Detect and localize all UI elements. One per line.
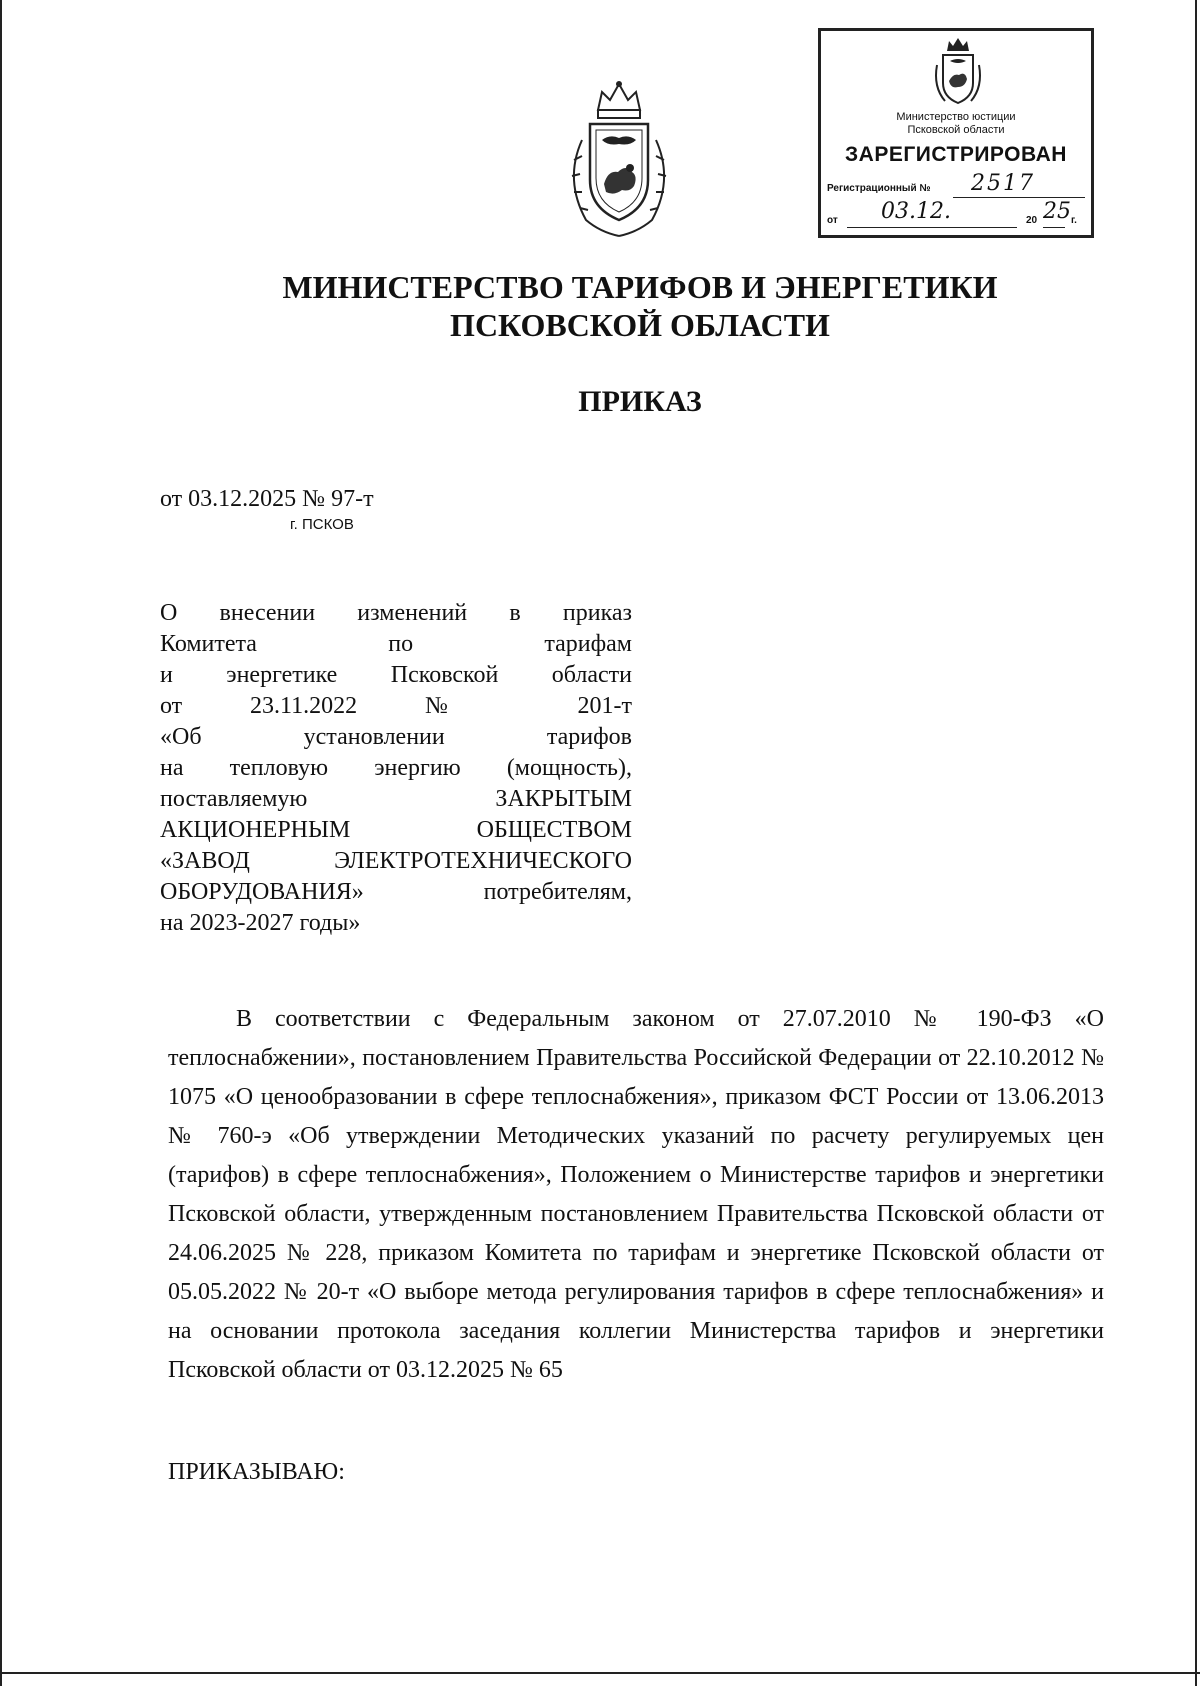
stamp-reg-line	[953, 197, 1085, 198]
subject-line: О внесении изменений в приказ	[160, 600, 632, 626]
stamp-status: ЗАРЕГИСТРИРОВАН	[845, 143, 1067, 166]
stamp-date-line	[847, 227, 1017, 228]
order-word: ПРИКАЗЫВАЮ:	[168, 1459, 345, 1485]
subject-line: ОБОРУДОВАНИЯ» потребителям,	[160, 879, 632, 905]
body-paragraph: В соответствии с Федеральным законом от 27.07.2010 № 190-ФЗ «О теплоснабжении», постановлением Правительства Российской Федерации от 22.10.2012 № 1075 «О ценообразовании в сфере теплоснабжения», приказом ФСТ России от 13.06.2013 № 760-э «Об утверждении Методических указаний по расчету регулируемых цен (тарифов) в сфере теплоснабжения», Положением о Министерстве тарифов и энергетики Псковской области, утвержденным постановлением Правительства Псковской области от 24.06.2025 № 228, приказом Комитета по тарифам и энергетике Псковской области от 05.05.2022 № 20-т «О выборе метода регулирования тарифов в сфере теплоснабжения» и на основании протокола заседания коллегии Министерства тарифов и энергетики Псковской области от 03.12.2025 № 65	[168, 1006, 1104, 1383]
page-edge-right	[1195, 0, 1197, 1686]
stamp-coat-of-arms-emblem	[931, 37, 985, 109]
stamp-year-suffix: г.	[1071, 215, 1077, 226]
subject-line: на тепловую энергию (мощность),	[160, 755, 632, 781]
subject-line: «Об установлении тарифов	[160, 724, 632, 750]
title-line1: МИНИСТЕРСТВО ТАРИФОВ И ЭНЕРГЕТИКИ	[282, 269, 998, 305]
coat-of-arms-emblem	[560, 80, 678, 240]
stamp-year-line	[1043, 227, 1065, 228]
stamp-reg-number: 2517	[971, 171, 1035, 196]
document-type: ПРИКАЗ	[578, 385, 702, 418]
subject-line: на 2023-2027 годы»	[160, 910, 361, 936]
stamp-ministry-line1: Министерство юстиции	[896, 111, 1016, 123]
title-line2: ПСКОВСКОЙ ОБЛАСТИ	[450, 307, 830, 343]
stamp-year-prefix: 20	[1026, 215, 1038, 226]
document-title	[200, 268, 1080, 344]
subject-line: Комитета по тарифам	[160, 631, 632, 657]
stamp-ministry-line2: Псковской области	[907, 124, 1005, 136]
page-edge-bottom	[0, 1672, 1200, 1674]
subject-line: и энергетике Псковской области	[160, 662, 632, 688]
subject-line: поставляемую ЗАКРЫТЫМ	[160, 786, 632, 812]
order-city: г. ПСКОВ	[290, 516, 354, 533]
order-subject	[160, 598, 632, 939]
stamp-year-value: 25	[1043, 199, 1071, 224]
page-edge-left	[0, 0, 2, 1686]
subject-line: АКЦИОНЕРНЫМ ОБЩЕСТВОМ	[160, 817, 632, 843]
stamp-date-label: от	[827, 215, 838, 226]
stamp-date-value: 03.12.	[881, 199, 951, 224]
subject-line: «ЗАВОД ЭЛЕКТРОТЕХНИЧЕСКОГО	[160, 848, 632, 874]
registration-stamp	[818, 28, 1094, 238]
order-date-number: от 03.12.2025 № 97-т	[160, 486, 374, 512]
subject-line: от 23.11.2022 № 201-т	[160, 693, 632, 719]
stamp-ministry-name	[821, 111, 1091, 137]
stamp-reg-label: Регистрационный №	[827, 183, 931, 194]
